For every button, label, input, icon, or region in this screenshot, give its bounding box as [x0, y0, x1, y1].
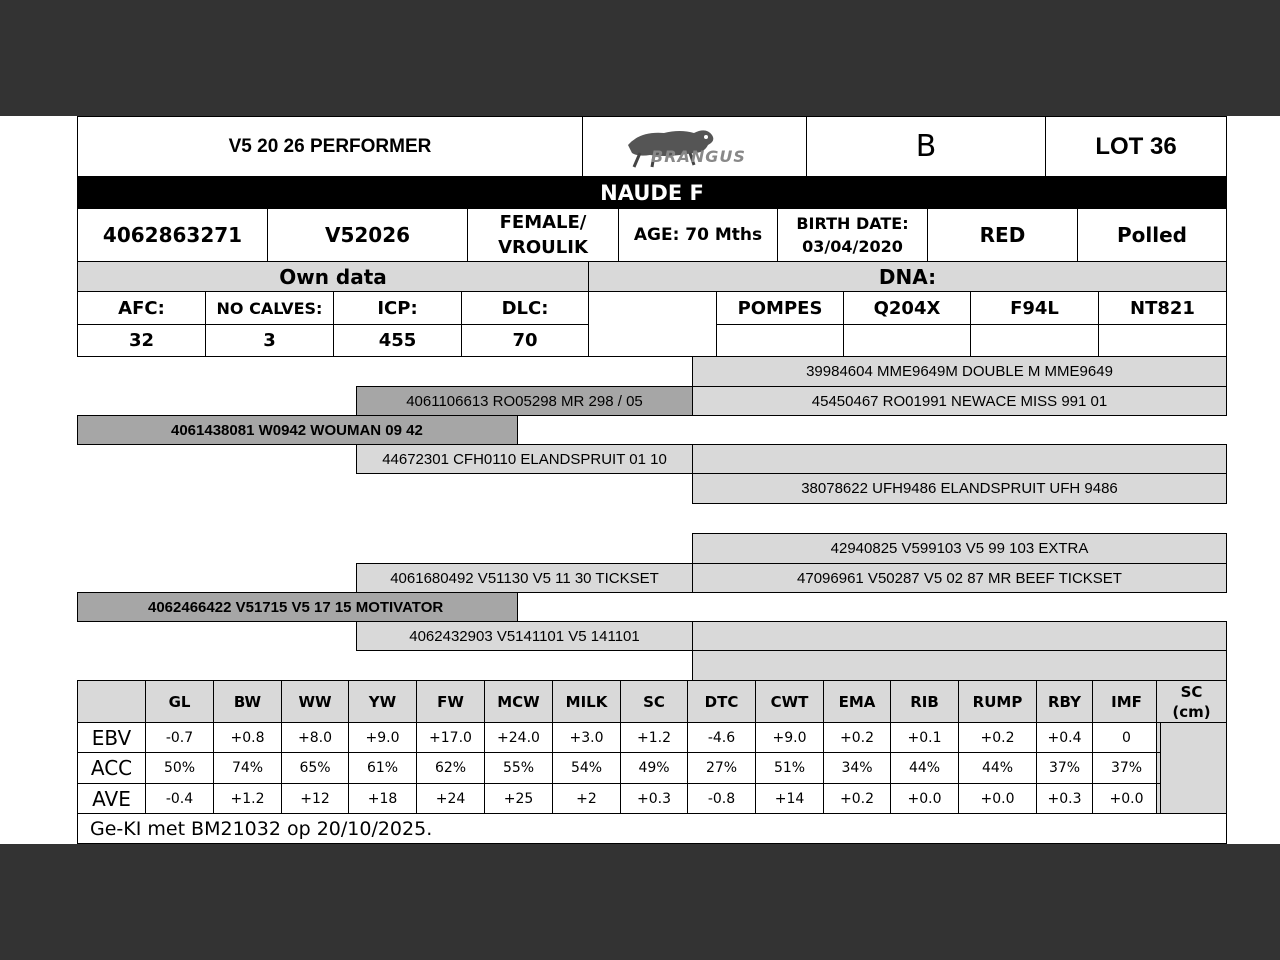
- ebv-value-cell: +0.2: [823, 722, 891, 753]
- ebv-value-cell: 34%: [823, 752, 891, 784]
- ebv-value-cell: +8.0: [281, 722, 349, 753]
- grade: B: [806, 116, 1046, 177]
- catalogue-page: [0, 116, 1280, 844]
- pedigree-dam-dam: 4062432903 V5141101 V5 141101: [356, 621, 693, 651]
- ebv-value-cell: +0.0: [958, 783, 1037, 814]
- ebv-col-header: MCW: [484, 680, 553, 723]
- dna-pompes-result: [716, 324, 844, 357]
- dna-f94l-result: [970, 324, 1099, 357]
- ebv-value-cell: +0.3: [620, 783, 688, 814]
- ebv-value-cell: 27%: [687, 752, 756, 784]
- ebv-value-cell: 74%: [213, 752, 282, 784]
- afc-label: AFC:: [77, 291, 206, 325]
- brangus-logo: [582, 116, 807, 177]
- ebv-col-header: RBY: [1036, 680, 1093, 723]
- ebv-row-label: EBV: [77, 722, 146, 753]
- ebv-value-cell: 61%: [348, 752, 417, 784]
- ebv-value-cell: -0.4: [145, 783, 214, 814]
- ebv-col-header: CWT: [755, 680, 824, 723]
- birth-value: 03/04/2020: [802, 237, 903, 256]
- id-number: 4062863271: [77, 208, 268, 262]
- pedigree-sire-sire-dam: 45450467 RO01991 NEWACE MISS 991 01: [692, 386, 1227, 416]
- ebv-value-cell: +0.0: [890, 783, 959, 814]
- ebv-value-cell: 44%: [958, 752, 1037, 784]
- colour: RED: [927, 208, 1078, 262]
- pedigree-sire-dam: 44672301 CFH0110 ELANDSPRUIT 01 10: [356, 444, 693, 474]
- dlc-label: DLC:: [461, 291, 589, 325]
- ebv-col-header: DTC: [687, 680, 756, 723]
- dna-nt821: NT821: [1098, 291, 1227, 325]
- sc-cm-line2: (cm): [1172, 702, 1211, 721]
- ebv-col-header: EMA: [823, 680, 891, 723]
- ebv-value-cell: +1.2: [213, 783, 282, 814]
- ebv-value-cell: 65%: [281, 752, 349, 784]
- ebv-value-cell: +1.2: [620, 722, 688, 753]
- ebv-value-cell: +9.0: [755, 722, 824, 753]
- ebv-row-label: ACC: [77, 752, 146, 784]
- ebv-value-cell: +0.2: [823, 783, 891, 814]
- pedigree-sire-dam-dam: 38078622 UFH9486 ELANDSPRUIT UFH 9486: [692, 473, 1227, 504]
- birth-date: [777, 208, 928, 262]
- note: Ge-KI met BM21032 op 20/10/2025.: [77, 813, 1227, 844]
- ebv-value-cell: 50%: [145, 752, 214, 784]
- ebv-value-cell: +0.1: [890, 722, 959, 753]
- sc-cm-header: [1156, 680, 1227, 723]
- ebv-value-cell: 54%: [552, 752, 621, 784]
- pedigree-dam-dam-dam: [692, 650, 1227, 681]
- pedigree-dam-dam-sire: [692, 621, 1227, 651]
- ebv-corner: [77, 680, 146, 723]
- ebv-value-cell: +2: [552, 783, 621, 814]
- ebv-value-cell: +0.8: [213, 722, 282, 753]
- ebv-value-cell: +0.0: [1092, 783, 1161, 814]
- sex-line2: VROULIK: [498, 237, 588, 258]
- ebv-value-cell: 49%: [620, 752, 688, 784]
- afc-value: 32: [77, 324, 206, 357]
- dlc-value: 70: [461, 324, 589, 357]
- ebv-value-cell: 0: [1092, 722, 1161, 753]
- own-data-title: Own data: [77, 261, 589, 292]
- sc-cm-values: [1156, 722, 1227, 814]
- ebv-value-cell: 37%: [1092, 752, 1161, 784]
- ebv-value-cell: +0.2: [958, 722, 1037, 753]
- dna-title: DNA:: [588, 261, 1227, 292]
- ebv-col-header: SC: [620, 680, 688, 723]
- logo-text: BRANGUS: [651, 147, 746, 166]
- ebv-value-cell: +0.3: [1036, 783, 1093, 814]
- sc-cm-line1: SC: [1180, 682, 1203, 701]
- ebv-value-cell: +24: [416, 783, 485, 814]
- ebv-col-header: YW: [348, 680, 417, 723]
- pedigree-dam: 4062466422 V51715 V5 17 15 MOTIVATOR: [77, 592, 518, 622]
- ebv-value-cell: 44%: [890, 752, 959, 784]
- birth-label: BIRTH DATE:: [796, 214, 909, 233]
- pedigree-sire-dam-sire: [692, 444, 1227, 474]
- ebv-value-cell: +17.0: [416, 722, 485, 753]
- ebv-value-cell: +24.0: [484, 722, 553, 753]
- ebv-value-cell: +18: [348, 783, 417, 814]
- pedigree-dam-sire: 4061680492 V51130 V5 11 30 TICKSET: [356, 563, 693, 593]
- icp-label: ICP:: [333, 291, 462, 325]
- ebv-col-header: BW: [213, 680, 282, 723]
- ebv-value-cell: +0.4: [1036, 722, 1093, 753]
- dna-blank: [588, 291, 717, 357]
- ebv-table: [77, 680, 1227, 814]
- ebv-value-cell: -0.7: [145, 722, 214, 753]
- sex: [467, 208, 619, 262]
- ebv-value-cell: +9.0: [348, 722, 417, 753]
- ebv-value-cell: +12: [281, 783, 349, 814]
- age: AGE: 70 Mths: [618, 208, 778, 262]
- pedigree-sire-sire: 4061106613 RO05298 MR 298 / 05: [356, 386, 693, 416]
- calves-label: NO CALVES:: [205, 291, 334, 325]
- ebv-value-cell: -0.8: [687, 783, 756, 814]
- ebv-value-cell: 37%: [1036, 752, 1093, 784]
- ebv-row-label: AVE: [77, 783, 146, 814]
- lot-number: LOT 36: [1045, 116, 1227, 177]
- icp-value: 455: [333, 324, 462, 357]
- ebv-col-header: WW: [281, 680, 349, 723]
- dna-q204x: Q204X: [843, 291, 971, 325]
- animal-name: V5 20 26 PERFORMER: [77, 116, 583, 177]
- ebv-value-cell: 62%: [416, 752, 485, 784]
- ebv-col-header: RIB: [890, 680, 959, 723]
- dna-q204x-result: [843, 324, 971, 357]
- dna-nt821-result: [1098, 324, 1227, 357]
- horn-status: Polled: [1077, 208, 1227, 262]
- pedigree-dam-sire-dam: 47096961 V50287 V5 02 87 MR BEEF TICKSET: [692, 563, 1227, 593]
- sex-line1: FEMALE/: [499, 212, 587, 233]
- ebv-col-header: MILK: [552, 680, 621, 723]
- pedigree-sire: 4061438081 W0942 WOUMAN 09 42: [77, 415, 518, 445]
- ebv-value-cell: +3.0: [552, 722, 621, 753]
- ebv-col-header: FW: [416, 680, 485, 723]
- dna-f94l: F94L: [970, 291, 1099, 325]
- ebv-value-cell: 55%: [484, 752, 553, 784]
- ebv-value-cell: -4.6: [687, 722, 756, 753]
- tattoo: V52026: [267, 208, 468, 262]
- pedigree-sire-sire-sire: 39984604 MME9649M DOUBLE M MME9649: [692, 356, 1227, 387]
- calves-value: 3: [205, 324, 334, 357]
- ebv-value-cell: 51%: [755, 752, 824, 784]
- ebv-value-cell: +25: [484, 783, 553, 814]
- dna-pompes: POMPES: [716, 291, 844, 325]
- pedigree-dam-sire-sire: 42940825 V599103 V5 99 103 EXTRA: [692, 533, 1227, 564]
- ebv-col-header: GL: [145, 680, 214, 723]
- ebv-value-cell: +14: [755, 783, 824, 814]
- owner-bar: NAUDE F: [77, 176, 1227, 209]
- ebv-col-header: IMF: [1092, 680, 1161, 723]
- ebv-col-header: RUMP: [958, 680, 1037, 723]
